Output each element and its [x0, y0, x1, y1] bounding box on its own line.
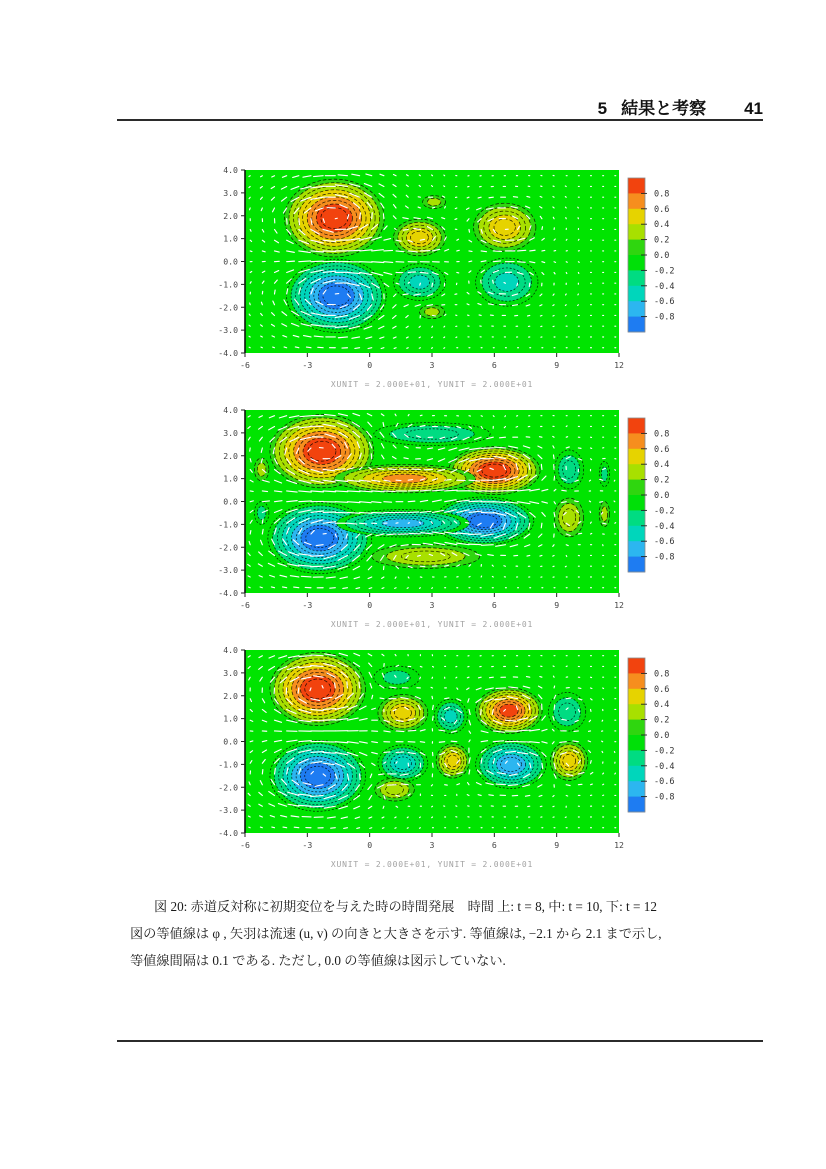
- colorbar-label: -0.8: [654, 792, 675, 803]
- y-axis: [218, 165, 245, 358]
- colorbar-label: -0.2: [654, 506, 675, 517]
- y-tick-label: -2.0: [218, 542, 238, 553]
- y-axis: [218, 405, 245, 598]
- y-tick-label: 2.0: [223, 210, 238, 221]
- colorbar: [628, 178, 674, 332]
- colorbar-label: -0.8: [654, 312, 675, 323]
- contour-plot-t10: [160, 400, 726, 640]
- colorbar-label: -0.6: [654, 297, 675, 308]
- unit-label: XUNIT = 2.000E+01, YUNIT = 2.000E+01: [330, 620, 534, 629]
- y-tick-label: 4.0: [223, 165, 238, 175]
- colorbar-label: 0.0: [654, 491, 670, 501]
- x-tick-label: 6: [491, 360, 497, 370]
- caption-line-2: 図の等値線は φ , 矢羽は流速 (u, v) の向きと大きさを示す. 等値線は, −2.1 から 2.1 まで示し,: [130, 926, 662, 941]
- y-tick-label: -2.0: [218, 302, 238, 313]
- colorbar-label: 0.6: [654, 444, 670, 455]
- header-rule: [117, 119, 763, 121]
- y-tick-label: -4.0: [218, 588, 238, 598]
- x-tick-label: -3: [302, 360, 313, 370]
- y-tick-label: -1.0: [218, 279, 238, 290]
- x-tick-label: 9: [554, 600, 560, 610]
- colorbar-label: 0.8: [654, 429, 670, 440]
- x-tick-label: 3: [429, 840, 435, 850]
- colorbar-label: 0.4: [654, 220, 670, 231]
- footer-rule: [117, 1040, 763, 1042]
- y-tick-label: 0.0: [223, 736, 238, 747]
- x-axis: [240, 353, 624, 370]
- y-tick-label: 0.0: [223, 256, 238, 267]
- figure-panel-top: [160, 160, 726, 400]
- caption-line-3: 等値線間隔は 0.1 である. ただし, 0.0 の等値線は図示していない.: [130, 953, 506, 968]
- y-tick-label: 4.0: [223, 405, 238, 415]
- y-tick-label: -1.0: [218, 759, 238, 770]
- colorbar-label: 0.8: [654, 669, 670, 680]
- x-axis: [240, 833, 624, 850]
- colorbar-label: -0.4: [654, 761, 675, 772]
- colorbar-label: -0.2: [654, 266, 675, 277]
- y-tick-label: 2.0: [223, 690, 238, 701]
- colorbar-label: 0.2: [654, 715, 670, 726]
- contour-plot-t12: [160, 640, 726, 880]
- y-tick-label: 4.0: [223, 645, 238, 655]
- section-number: 5: [597, 99, 608, 118]
- x-tick-label: 3: [429, 360, 435, 370]
- colorbar: [628, 418, 674, 572]
- colorbar-label: 0.8: [654, 189, 670, 200]
- y-tick-label: 3.0: [223, 427, 238, 438]
- x-tick-label: -6: [240, 360, 250, 370]
- figure-panel-middle: [160, 400, 726, 640]
- x-tick-label: 6: [491, 600, 497, 610]
- figure-caption: [130, 893, 758, 974]
- colorbar-label: 0.6: [654, 204, 670, 215]
- colorbar: [628, 658, 674, 812]
- y-tick-label: 1.0: [223, 473, 238, 484]
- x-tick-label: -6: [240, 600, 250, 610]
- y-tick-label: -3.0: [218, 565, 238, 576]
- y-tick-label: -4.0: [218, 828, 238, 838]
- colorbar-label: -0.8: [654, 552, 675, 563]
- x-tick-label: -6: [240, 840, 250, 850]
- x-tick-label: 0: [367, 360, 373, 370]
- x-tick-label: 3: [429, 600, 435, 610]
- x-tick-label: 0: [367, 600, 373, 610]
- contour-plot-t8: [160, 160, 726, 400]
- y-tick-label: 1.0: [223, 713, 238, 724]
- x-tick-label: -3: [302, 840, 313, 850]
- caption-line-1: 図 20: 赤道反対称に初期変位を与えた時の時間発展 時間 上: t = 8, 中: t = 10, 下: t = 12: [154, 899, 657, 914]
- y-tick-label: 0.0: [223, 496, 238, 507]
- figure-panel-bottom: [160, 640, 726, 880]
- section-title: 結果と考察: [621, 99, 707, 118]
- y-tick-label: -1.0: [218, 519, 238, 530]
- x-tick-label: 12: [614, 840, 624, 850]
- y-tick-label: -4.0: [218, 348, 238, 358]
- colorbar-label: 0.4: [654, 460, 670, 471]
- colorbar-label: 0.2: [654, 475, 670, 486]
- colorbar-label: -0.4: [654, 281, 675, 292]
- y-tick-label: 1.0: [223, 233, 238, 244]
- colorbar-label: 0.4: [654, 700, 670, 711]
- colorbar-label: -0.4: [654, 521, 675, 532]
- colorbar-label: -0.2: [654, 746, 675, 757]
- x-tick-label: 12: [614, 360, 624, 370]
- x-tick-label: -3: [302, 600, 313, 610]
- colorbar-label: 0.6: [654, 684, 670, 695]
- colorbar-label: -0.6: [654, 537, 675, 548]
- page-number: 41: [744, 99, 763, 118]
- x-axis: [240, 593, 624, 610]
- colorbar-label: 0.0: [654, 731, 670, 741]
- x-tick-label: 0: [367, 840, 373, 850]
- running-head: [117, 94, 763, 119]
- y-tick-label: -3.0: [218, 325, 238, 336]
- colorbar-label: 0.2: [654, 235, 670, 246]
- y-tick-label: 2.0: [223, 450, 238, 461]
- x-tick-label: 6: [491, 840, 497, 850]
- y-tick-label: 3.0: [223, 667, 238, 678]
- y-tick-label: -2.0: [218, 782, 238, 793]
- y-axis: [218, 645, 245, 838]
- x-tick-label: 9: [554, 360, 560, 370]
- y-tick-label: 3.0: [223, 187, 238, 198]
- y-tick-label: -3.0: [218, 805, 238, 816]
- x-tick-label: 12: [614, 600, 624, 610]
- colorbar-label: 0.0: [654, 251, 670, 261]
- colorbar-label: -0.6: [654, 777, 675, 788]
- unit-label: XUNIT = 2.000E+01, YUNIT = 2.000E+01: [330, 380, 534, 389]
- unit-label: XUNIT = 2.000E+01, YUNIT = 2.000E+01: [330, 860, 534, 869]
- x-tick-label: 9: [554, 840, 560, 850]
